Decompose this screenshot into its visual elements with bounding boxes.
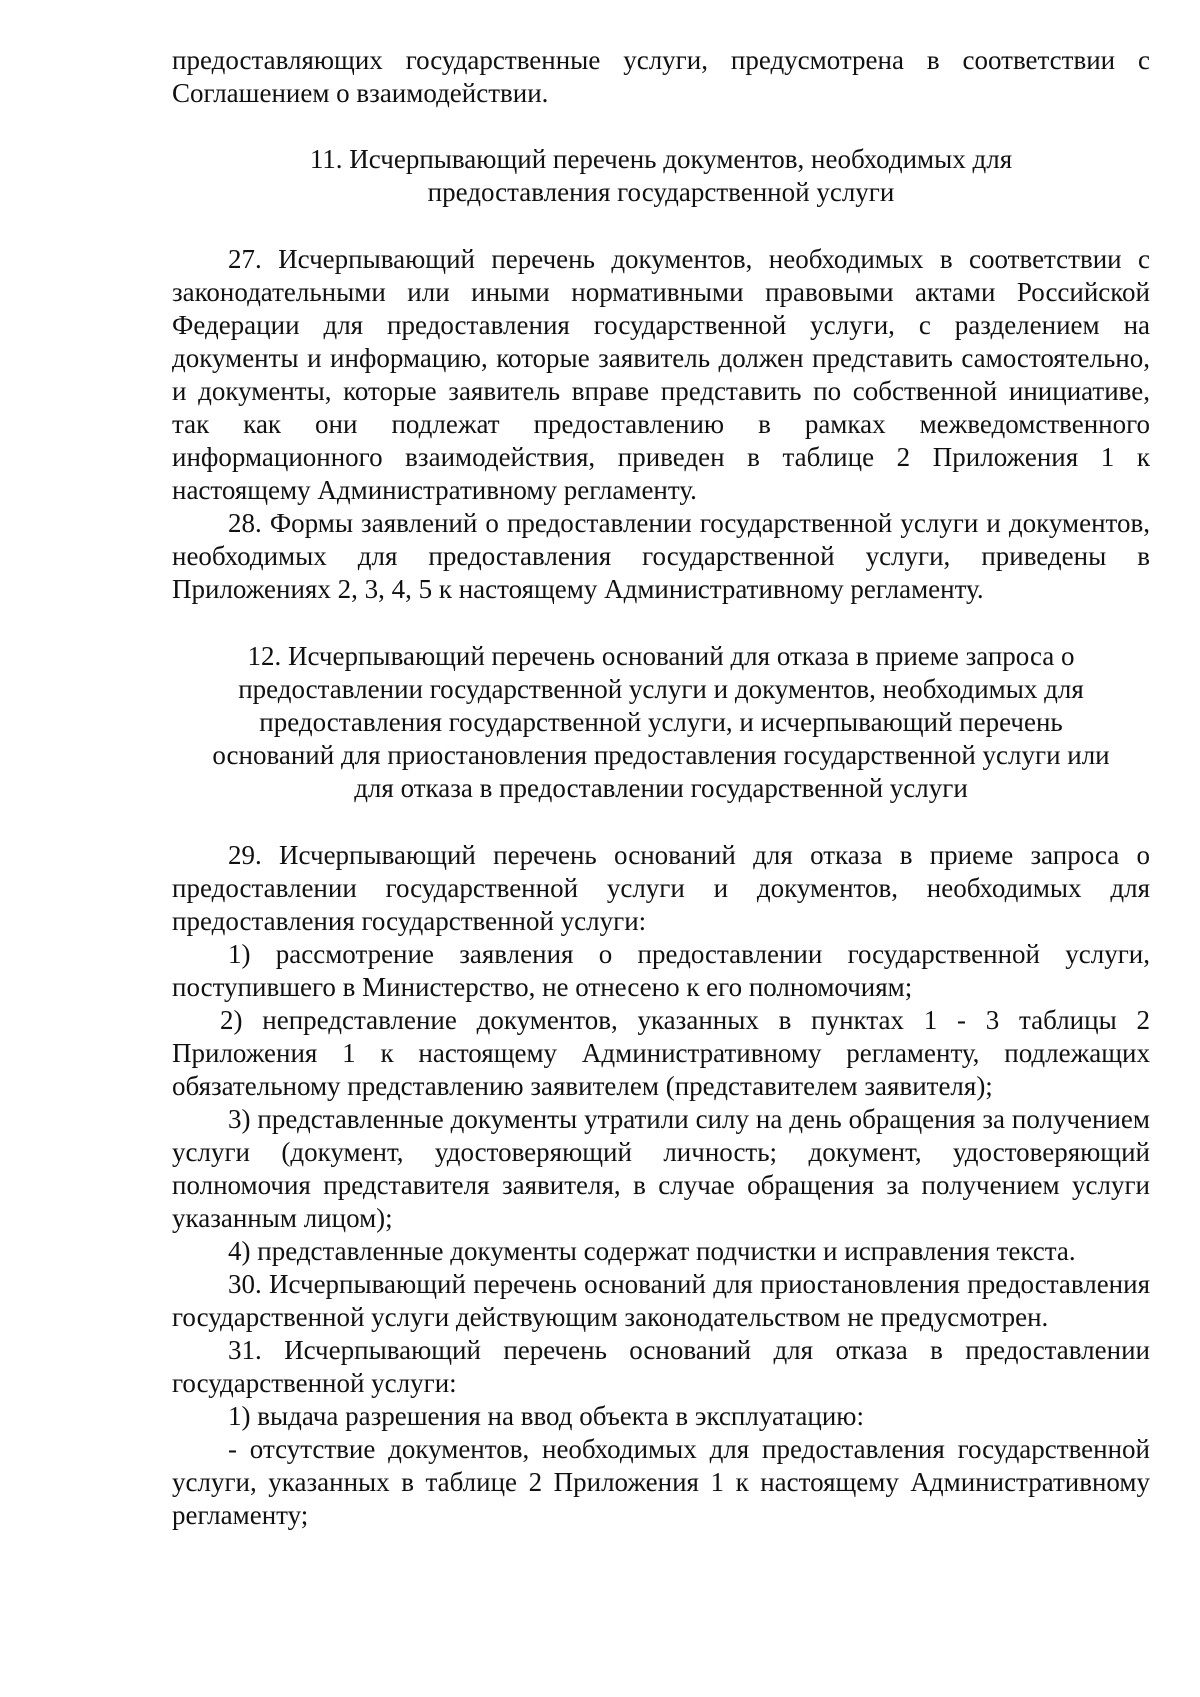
section-12-heading	[172, 640, 1150, 805]
heading-line: 11. Исчерпывающий перечень документов, необходимых для	[309, 144, 1013, 174]
paragraph-28: 28. Формы заявлений о предоставлении государственной услуги и документов, необходимых для предоставления государственной услуги, приведены в Приложениях 2, 3, 4, 5 к настоящему Административному регламенту.	[172, 508, 1150, 604]
list-item-29-3: 3) представленные документы утратили силу на день обращения за получением услуги (документ, удостоверяющий личность; документ, удостоверяющий полномочия представителя заявителя, в случае обращения за получением услуги указанным лицом);	[172, 1104, 1150, 1233]
paragraph-27: 27. Исчерпывающий перечень документов, необходимых в соответствии с законодательными или иными нормативными правовыми актами Российской Федерации для предоставления государственной услуги, с разделением на документы и информацию, которые заявитель должен представить самостоятельно, и документы, которые заявитель вправе представить по собственной инициативе, так как они подлежат предоставлению в рамках межведомственного информационного взаимодействия, приведен в таблице 2 Приложения 1 к настоящему Административному регламенту.	[172, 244, 1150, 505]
section-11-heading	[172, 143, 1150, 209]
list-item-31-1-dash: - отсутствие документов, необходимых для предоставления государственной услуги, указанных в таблице 2 Приложения 1 к настоящему Административному регламенту;	[172, 1434, 1150, 1530]
spacer	[172, 110, 1150, 143]
list-item-31-1: 1) выдача разрешения на ввод объекта в эксплуатацию:	[228, 1401, 864, 1431]
heading-line: 12. Исчерпывающий перечень оснований для отказа в приеме запроса о	[247, 641, 1075, 671]
spacer	[172, 805, 1150, 839]
paragraph-31: 31. Исчерпывающий перечень оснований для отказа в предоставлении государственной услуги:	[172, 1335, 1150, 1398]
spacer	[172, 606, 1150, 640]
heading-line: предоставлении государственной услуги и документов, необходимых для	[238, 674, 1084, 704]
heading-line: предоставления государственной услуги	[427, 177, 895, 207]
heading-line: для отказа в предоставлении государственной услуги	[354, 773, 968, 803]
list-item-29-4: 4) представленные документы содержат подчистки и исправления текста.	[228, 1236, 1076, 1266]
document-page	[172, 44, 1150, 1532]
heading-line: оснований для приостановления предоставления государственной услуги или	[212, 740, 1110, 770]
spacer	[172, 209, 1150, 243]
list-item-29-2: 2) непредставление документов, указанных в пунктах 1 - 3 таблицы 2 Приложения 1 к настоящему Административному регламенту, подлежащих обязательному представлению заявителем (представителем заявителя);	[172, 1005, 1150, 1101]
paragraph-29: 29. Исчерпывающий перечень оснований для отказа в приеме запроса о предоставлении государственной услуги и документов, необходимых для предоставления государственной услуги:	[172, 840, 1150, 936]
list-item-29-1: 1) рассмотрение заявления о предоставлении государственной услуги, поступившего в Министерство, не отнесено к его полномочиям;	[172, 939, 1150, 1002]
heading-line: предоставления государственной услуги, и исчерпывающий перечень	[259, 707, 1063, 737]
intro-paragraph: предоставляющих государственные услуги, предусмотрена в соответствии с Соглашением о взаимодействии.	[172, 45, 1150, 108]
paragraph-30: 30. Исчерпывающий перечень оснований для приостановления предоставления государственной услуги действующим законодательством не предусмотрен.	[172, 1269, 1150, 1332]
